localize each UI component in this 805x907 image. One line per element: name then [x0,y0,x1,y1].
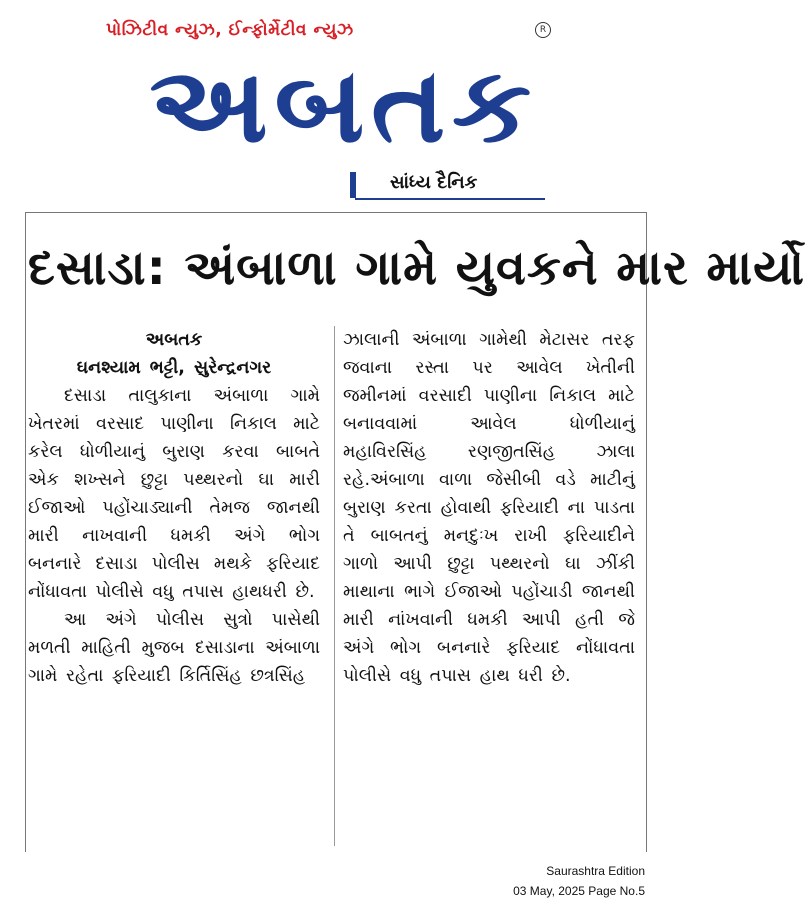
edition-label: Saurashtra Edition [546,864,645,878]
masthead [0,0,655,210]
article-frame-top [25,212,647,213]
article-paragraph: ઝાલાની અંબાળા ગામેથી મેટાસર તરફ જવાના રસ્તા પર આવેલ ખેતીની જમીનમાં વરસાદી પાણીના નિકાલ માટે બનાવવામાં આવેલ ધોળીયાનું મહાવિરસિંહ રણજીતસિંહ ઝાલા રહે.અંબાળા વાળા જેસીબી વડે માટીનું બુરાણ કરતા હોવાથી ફરિયાદી ના પાડતા તે બાબતનું મનદુઃખ રાખી ફરિયાદીને ગાળો આપી છુટ્ટા પથ્થરનો ઘા ઝીંકી માથાના ભાગે ઈજાઓ પહોંચાડી જાનથી મારી નાંખવાની ધમકી આપી હતી જે અંગે ભોગ બનનારે ફરિયાદ નોંધાવતા પોલીસે વધુ તપાસ હાથ ધરી છે. [343,330,635,686]
masthead-tagline: પોઝિટીવ ન્યુઝ, ઈન્ફોર્મેટીવ ન્યુઝ [106,20,354,40]
subtitle-underline [355,198,545,200]
article-column-left [28,326,320,690]
newspaper-logo: અબતક [149,44,538,166]
article-frame-right [646,212,647,852]
registered-trademark-icon: R [535,22,551,38]
masthead-subtitle: સાંધ્ય દૈનિક [390,172,478,193]
article-paragraph: દસાડા તાલુકાના અંબાળા ગામે ખેતરમાં વરસાદ પાણીના નિકાલ માટે કરેલ ધોળીયાનું બુરાણ કરવા બાબતે એક શખ્સને છુટ્ટા પથ્થરનો ઘા મારી ઈજાઓ પહોંચાડ્યાની તેમજ જાનથી મારી નાખવાની ધમકી અંગે ભોગ બનનારે દસાડા પોલીસ મથકે ફરિયાદ નોંધાવતા પોલીસે વધુ તપાસ હાથધરી છે. [28,386,320,602]
article-paragraph: આ અંગે પોલીસ સુત્રો પાસેથી મળતી માહિતી મુજબ દસાડાના અંબાળા ગામે રહેતા ફરિયાદી કિર્તિસિંહ છત્રસિંહ [28,610,320,686]
article-frame-left [25,212,26,852]
column-divider [334,326,335,846]
byline-source: અબતક [145,330,203,350]
page-info-label: 03 May, 2025 Page No.5 [513,884,645,898]
article-column-right [343,326,635,690]
article-headline: દસાડા: અંબાળા ગામે યુવકને માર માર્યો [28,240,805,296]
byline-author: ઘનશ્યામ ભટ્ટી, સુરેન્દ્રનગર [76,358,272,378]
subtitle-accent-bar [350,172,356,198]
